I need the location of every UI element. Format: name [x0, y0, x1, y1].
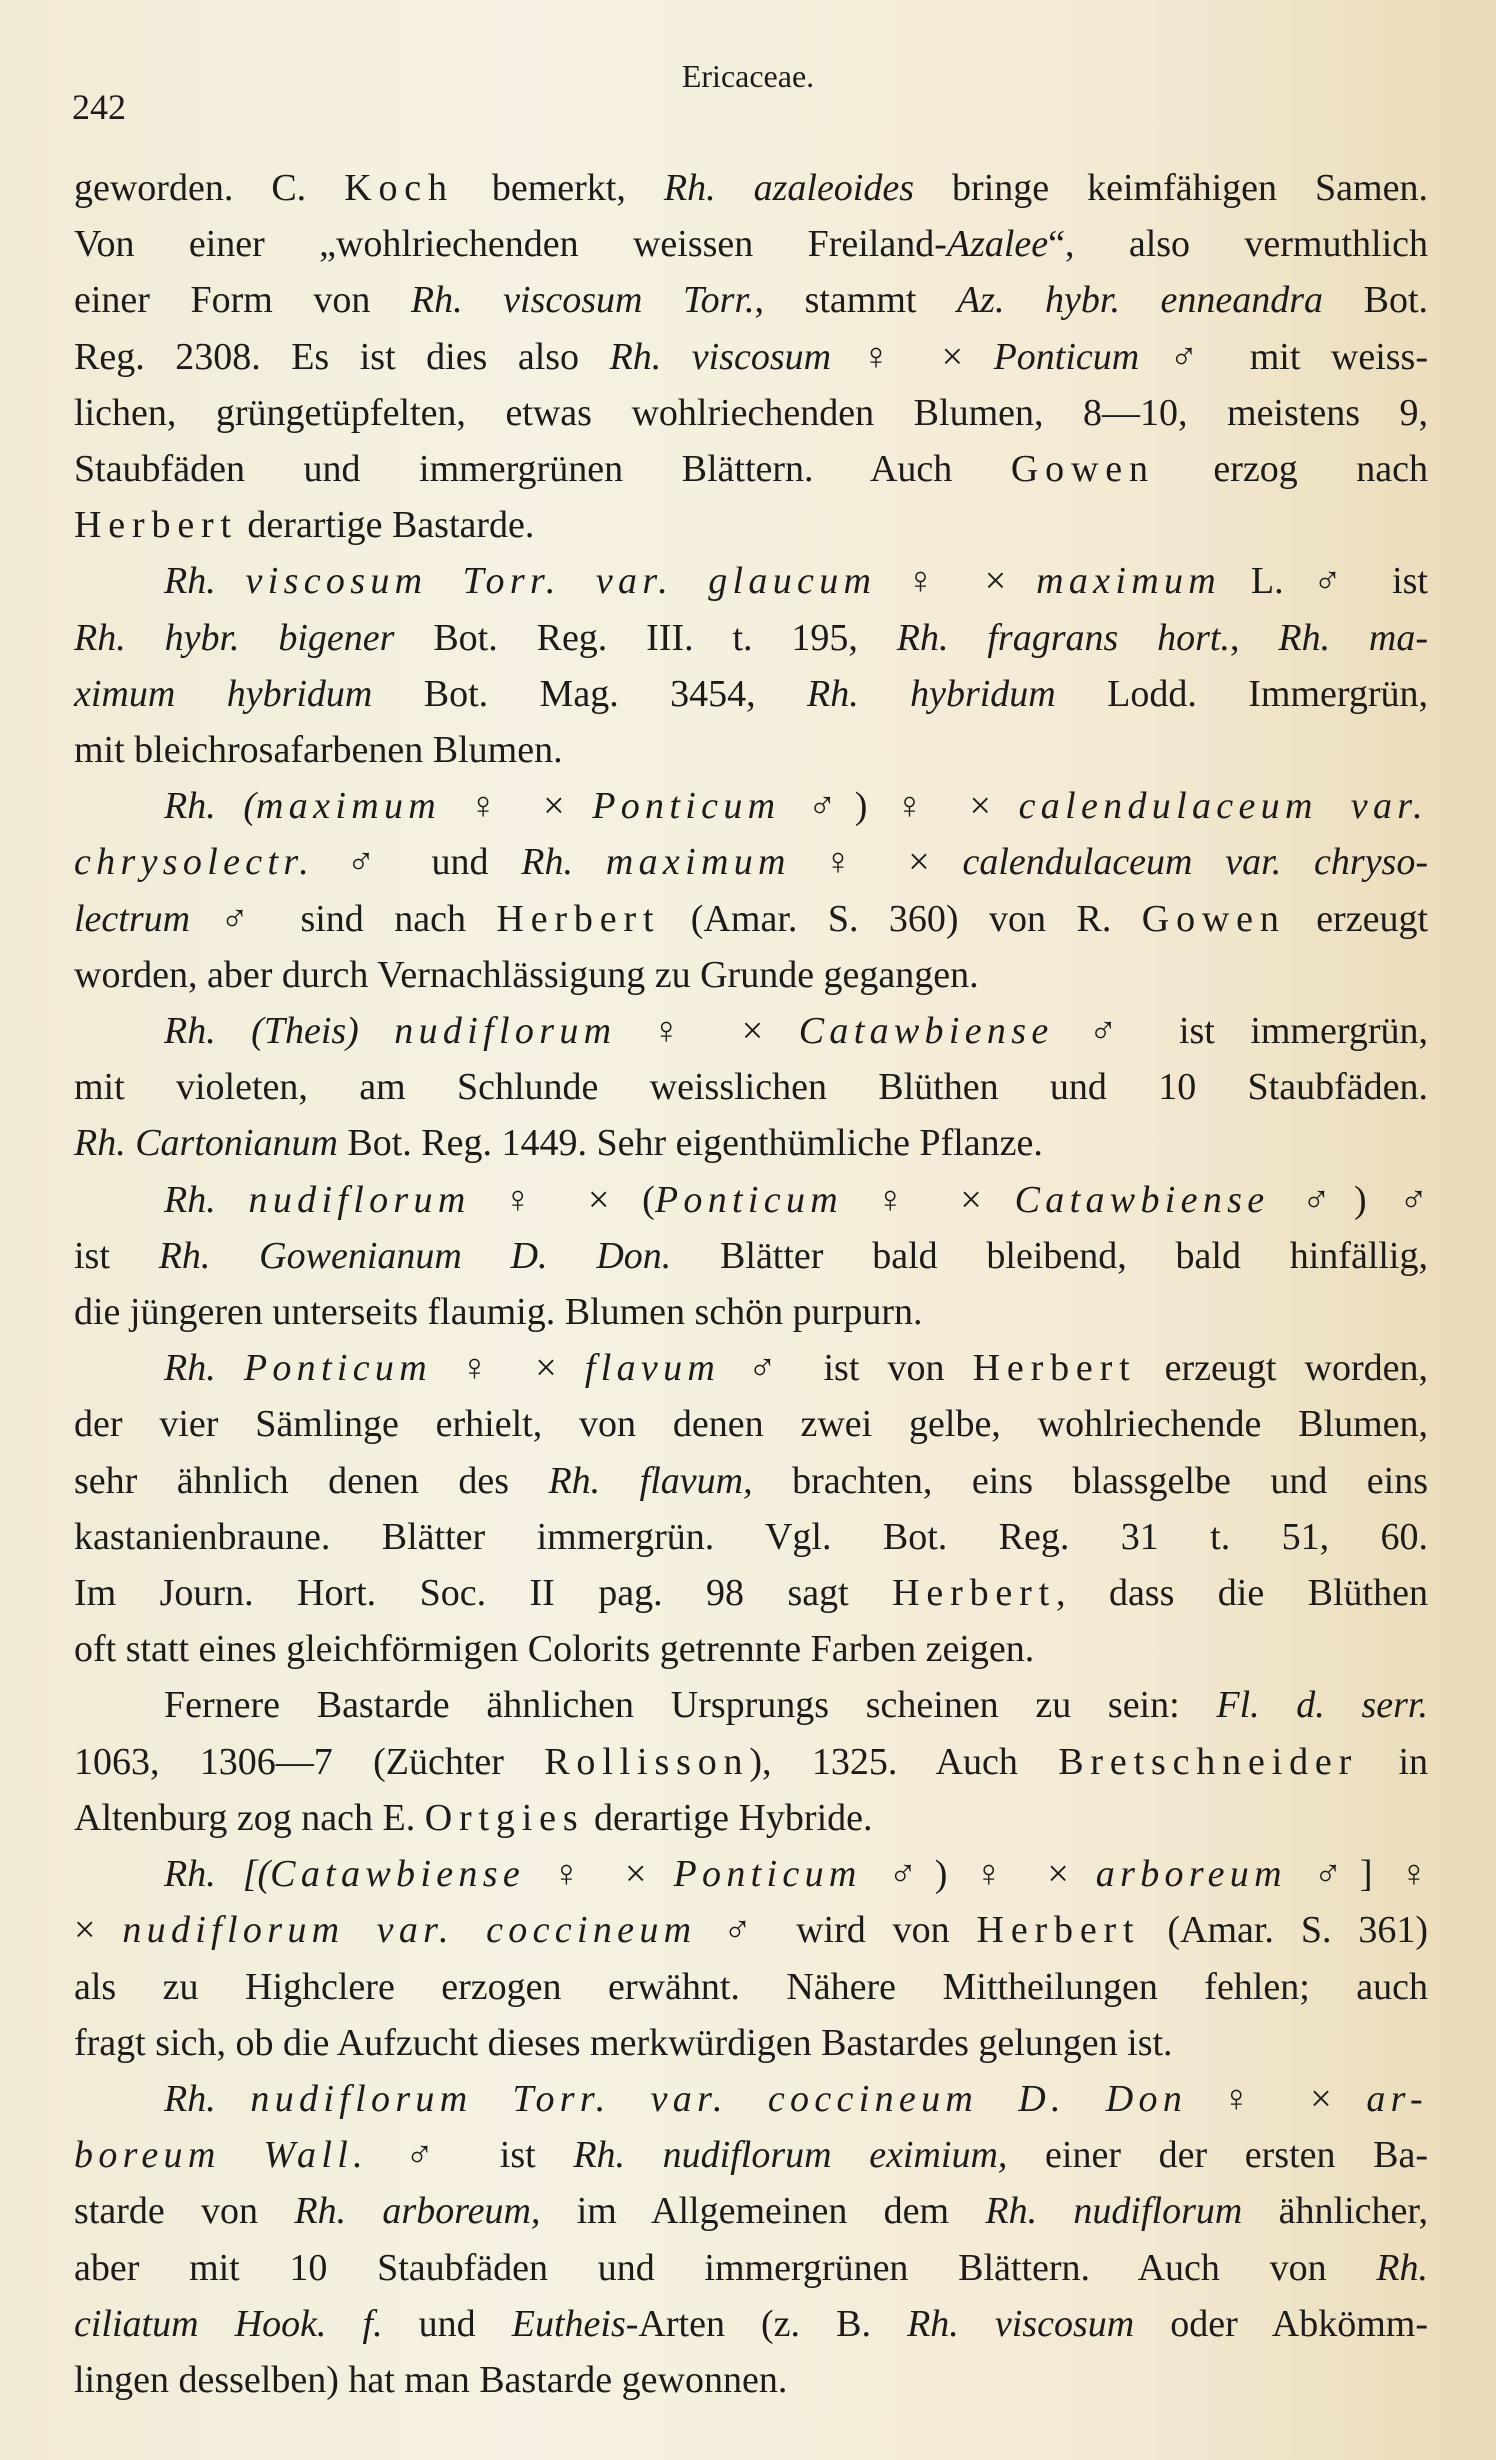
text-line — [74, 272, 1428, 328]
spaced-name: Rollisson — [544, 1740, 750, 1783]
paragraph — [74, 1340, 1428, 1677]
text-line — [74, 2127, 1428, 2183]
italic-text: Rh. Cartonianum — [74, 1122, 338, 1165]
text-run: ♂) ♀ × — [780, 785, 1019, 828]
text-run: ♂ ist — [367, 2134, 574, 2177]
text-line — [74, 497, 1428, 553]
text-run: erzeugt worden, — [1136, 1347, 1428, 1390]
text-line — [74, 1115, 1428, 1171]
text-run: Fernere Bastarde ähnlichen Ursprungs scheinen zu sein: — [164, 1684, 1217, 1727]
text-run: die jüngeren unterseits flaumig. Blumen schön purpurn. — [74, 1291, 923, 1334]
text-run: ♂) ♂ — [1269, 1178, 1428, 1221]
text-run: ist — [74, 1234, 159, 1277]
italic-text: maximum — [256, 785, 442, 828]
text-line — [74, 778, 1428, 834]
text-line — [74, 216, 1428, 272]
text-run: mit violeten, am Schlunde weisslichen Blüthen und 10 Staubfäden. — [74, 1066, 1428, 1109]
text-run: Bot. Reg. 1449. Sehr eigenthümliche Pflanze. — [337, 1122, 1043, 1165]
spaced-name: Bretschneider — [1058, 1740, 1359, 1783]
spaced-name: Herbert — [496, 897, 661, 940]
text-run: ♀ × — [616, 1010, 799, 1053]
italic-text: ximum hybridum — [74, 672, 373, 715]
italic-text: calendulaceum var. chryso- — [962, 841, 1429, 884]
text-run: ♀ × — [432, 1347, 585, 1390]
text-run: einer der ersten Ba- — [1007, 2134, 1428, 2177]
paragraph — [74, 553, 1428, 778]
text-run: Im Journ. Hort. Soc. II pag. 98 sagt — [74, 1572, 893, 1615]
italic-text: nudiflorum Torr. var. coccineum D. Don — [250, 2077, 1188, 2120]
text-line — [74, 834, 1428, 890]
text-line — [74, 1228, 1428, 1284]
text-run: einer Form von — [74, 279, 411, 322]
italic-text: Rh. hybr. bigener — [74, 616, 395, 659]
italic-text: nudiflorum var. coccineum — [122, 1909, 697, 1952]
spaced-name: Gowen — [1010, 448, 1155, 491]
text-run: bringe keimfähigen Samen. — [914, 167, 1428, 209]
spaced-name: Koch — [344, 167, 454, 209]
italic-text: Rh. [( — [164, 1853, 271, 1896]
italic-text: Rh. — [164, 2077, 251, 2120]
paragraph — [74, 778, 1428, 1003]
text-run: Blätter bald bleibend, bald hinfällig, — [671, 1234, 1428, 1277]
text-line — [74, 2015, 1428, 2071]
italic-text: Catawbiense — [270, 1853, 526, 1896]
text-line — [74, 947, 1428, 1003]
text-line — [74, 2240, 1428, 2296]
text-line — [74, 1172, 1428, 1228]
italic-text: Rh. flavum, — [548, 1459, 753, 1502]
italic-text: Ponticum — [993, 335, 1140, 378]
text-run: Lodd. Immergrün, — [1055, 672, 1428, 715]
text-run: ♀ × ( — [470, 1178, 655, 1221]
paragraph — [74, 1172, 1428, 1341]
italic-text: Rh. arboreum, — [294, 2190, 541, 2233]
text-line — [74, 1677, 1428, 1733]
italic-text: Rh. azaleoides — [663, 167, 915, 209]
italic-text: Eutheis — [511, 2302, 626, 2345]
italic-text: Rh. viscosum Torr. — [410, 279, 755, 322]
text-run: oft statt eines gleichförmigen Colorits getrennte Farben zeigen. — [74, 1628, 1035, 1671]
text-run: (Amar. S. 361) — [1140, 1909, 1428, 1952]
text-run: lingen desselben) hat man Bastarde gewonnen. — [74, 2358, 788, 2401]
text-run: fragt sich, ob die Aufzucht dieses merkwürdigen Bastardes gelungen ist. — [74, 2021, 1173, 2064]
text-run: der vier Sämlinge erhielt, von denen zwei gelbe, wohlriechende Blumen, — [74, 1403, 1428, 1446]
text-line — [74, 553, 1428, 609]
text-run: sehr ähnlich denen des — [74, 1459, 549, 1502]
text-run: ♀ × — [876, 560, 1037, 603]
italic-text: calendulaceum var. — [1018, 785, 1428, 828]
italic-text: nudiflorum — [248, 1178, 471, 1221]
text-run: als zu Highclere erzogen erwähnt. Nähere Mittheilungen fehlen; auch — [74, 1965, 1428, 2008]
text-run: erzog nach — [1154, 448, 1428, 491]
paragraph — [74, 2071, 1428, 2408]
italic-text: ar- — [1366, 2077, 1428, 2120]
text-run: oder Abkömm- — [1134, 2302, 1429, 2345]
italic-text: Azalee — [946, 223, 1049, 266]
italic-text: Rh. ( — [164, 785, 257, 828]
italic-text: flavum — [584, 1347, 721, 1390]
italic-text: boreum Wall. — [74, 2134, 368, 2177]
text-run: ♂ ist immergrün, — [1053, 1010, 1428, 1053]
text-run: geworden. C. — [74, 167, 345, 209]
text-run: Von einer „wohlriechenden weissen Freiland- — [74, 223, 947, 266]
italic-text: Ponticum — [592, 785, 781, 828]
italic-text: ciliatum Hook. f. — [74, 2302, 383, 2345]
text-run: aber mit 10 Staubfäden und immergrünen Blättern. Auch von — [74, 2246, 1377, 2289]
text-run: erzeugt — [1285, 897, 1428, 940]
paragraph — [74, 160, 1428, 553]
text-line — [74, 666, 1428, 722]
text-run: “, also vermuthlich — [1048, 223, 1428, 266]
text-run: bemerkt, — [453, 167, 664, 209]
text-line — [74, 329, 1428, 385]
text-line — [74, 610, 1428, 666]
italic-text: Catawbiense — [798, 1010, 1054, 1053]
text-run: Staubfäden und immergrünen Blättern. Auch — [74, 448, 1011, 491]
spaced-name: Herbert — [972, 1347, 1137, 1390]
text-run: (Amar. S. 360) von R. — [660, 897, 1142, 940]
text-line — [74, 160, 1428, 216]
italic-text: viscosum Torr. var. glaucum — [245, 560, 877, 603]
text-line — [74, 1284, 1428, 1340]
text-run: ♂ mit weiss- — [1139, 335, 1428, 378]
italic-text: Rh. viscosum — [609, 335, 832, 378]
text-run: ♀ × — [790, 841, 963, 884]
text-line — [74, 2071, 1428, 2127]
text-run: -Arten (z. B. — [625, 2302, 908, 2345]
italic-text: maximum — [605, 841, 791, 884]
text-run: ♂ ist von — [720, 1347, 973, 1390]
spaced-name: Herbert — [74, 504, 238, 547]
italic-text: Fl. d. serr. — [1216, 1684, 1429, 1727]
spaced-name: Herbert — [976, 1909, 1141, 1952]
italic-text: Rh. fragrans hort. — [896, 616, 1230, 659]
italic-text: Rh. Gowenianum D. Don. — [158, 1234, 672, 1277]
text-line — [74, 1959, 1428, 2015]
text-run: × — [74, 1909, 123, 1952]
text-run: ♂ wird von — [696, 1909, 977, 1952]
text-line — [74, 891, 1428, 947]
text-run: kastanienbraune. Blätter immergrün. Vgl. Bot. Reg. 31 t. 51, 60. — [74, 1515, 1428, 1558]
text-run: Bot. Reg. III. t. 195, — [394, 616, 897, 659]
italic-text: Rh. (Theis) — [164, 1010, 395, 1053]
italic-text: Rh. nudiflorum — [985, 2190, 1243, 2233]
running-head: Ericaceae. — [681, 58, 815, 94]
text-line — [74, 1396, 1428, 1452]
text-line — [74, 1621, 1428, 1677]
italic-text: Rh. ma- — [1278, 616, 1429, 659]
text-line — [74, 1003, 1428, 1059]
text-run: Reg. 2308. Es ist dies also — [74, 335, 610, 378]
text-line — [74, 441, 1428, 497]
italic-text: Catawbiense — [1014, 1178, 1270, 1221]
italic-text: maximum — [1036, 560, 1222, 603]
italic-text: Rh. nudiflorum eximium, — [573, 2134, 1008, 2177]
text-run: , dass die Blüthen — [1056, 1572, 1428, 1615]
text-run: ♀ × — [1187, 2077, 1367, 2120]
italic-text: arboreum — [1095, 1853, 1287, 1896]
page-number: 242 — [72, 87, 126, 127]
paragraph — [74, 1677, 1428, 1846]
text-line — [74, 2296, 1428, 2352]
italic-text: Ponticum — [673, 1853, 862, 1896]
text-run: im Allgemeinen dem — [540, 2190, 986, 2233]
text-line — [74, 1059, 1428, 1115]
text-run: ♂] ♀ — [1286, 1853, 1429, 1896]
text-run: starde von — [74, 2190, 295, 2233]
text-run: ♀ × — [525, 1853, 674, 1896]
text-run: mit bleichrosafarbenen Blumen. — [74, 729, 563, 772]
italic-text: lectrum — [74, 897, 191, 940]
italic-text: Rh. — [164, 560, 246, 603]
body-text — [74, 160, 1428, 2408]
text-line — [74, 1790, 1428, 1846]
text-run: Bot. — [1323, 279, 1429, 322]
text-run: ♀ × — [831, 335, 994, 378]
italic-text: Rh. hybridum — [806, 672, 1056, 715]
paragraph — [74, 1846, 1428, 2071]
text-line — [74, 1509, 1428, 1565]
text-line — [74, 1846, 1428, 1902]
text-line — [74, 1453, 1428, 1509]
text-run: ähnlicher, — [1242, 2190, 1428, 2233]
text-run: ♂) ♀ × — [861, 1853, 1096, 1896]
text-run: und — [382, 2302, 512, 2345]
text-run: worden, aber durch Vernachlässigung zu Grunde gegangen. — [74, 953, 979, 996]
text-run: ♂ und — [314, 841, 522, 884]
text-run: 1063, 1306—7 (Züchter — [74, 1740, 545, 1783]
italic-text: Rh. — [1376, 2246, 1428, 2289]
text-run: ♂ sind nach — [190, 897, 497, 940]
italic-text: Ponticum — [654, 1178, 844, 1221]
paragraph — [74, 1003, 1428, 1172]
text-run: Bot. Mag. 3454, — [372, 672, 807, 715]
text-run: ), 1325. Auch — [749, 1740, 1059, 1783]
text-run: lichen, grüngetüpfelten, etwas wohlriechenden Blumen, 8—10, meistens 9, — [74, 391, 1428, 434]
italic-text: Rh. — [164, 1347, 244, 1390]
text-line — [74, 2352, 1428, 2408]
text-run: L. ♂ ist — [1221, 560, 1428, 603]
spaced-name: Ortgies — [424, 1796, 585, 1839]
text-line — [74, 1340, 1428, 1396]
text-line — [74, 2183, 1428, 2239]
spaced-name: Herbert — [892, 1572, 1057, 1615]
italic-text: nudiflorum — [394, 1010, 617, 1053]
text-run: brachten, eins blassgelbe und eins — [752, 1459, 1429, 1502]
text-line — [74, 1565, 1428, 1621]
text-line — [74, 385, 1428, 441]
italic-text: chrysolectr. — [74, 841, 315, 884]
italic-text: Rh. viscosum — [907, 2302, 1135, 2345]
spaced-name: Gowen — [1141, 897, 1286, 940]
text-run: ♀ × — [843, 1178, 1015, 1221]
text-line — [74, 722, 1428, 778]
text-line — [74, 1902, 1428, 1958]
italic-text: Rh. — [521, 841, 606, 884]
text-run: in — [1358, 1740, 1429, 1783]
italic-text: Az. hybr. enneandra — [957, 279, 1324, 322]
text-run: ♀ × — [441, 785, 593, 828]
italic-text: Ponticum — [243, 1347, 433, 1390]
text-run: derartige Bastarde. — [237, 504, 535, 547]
italic-text: Rh. — [164, 1178, 249, 1221]
text-run: , stammt — [754, 279, 958, 322]
text-line — [74, 1734, 1428, 1790]
text-run: , — [1229, 616, 1279, 659]
text-run: Altenburg zog nach E. — [74, 1796, 425, 1839]
text-run: derartige Hybride. — [584, 1796, 873, 1839]
